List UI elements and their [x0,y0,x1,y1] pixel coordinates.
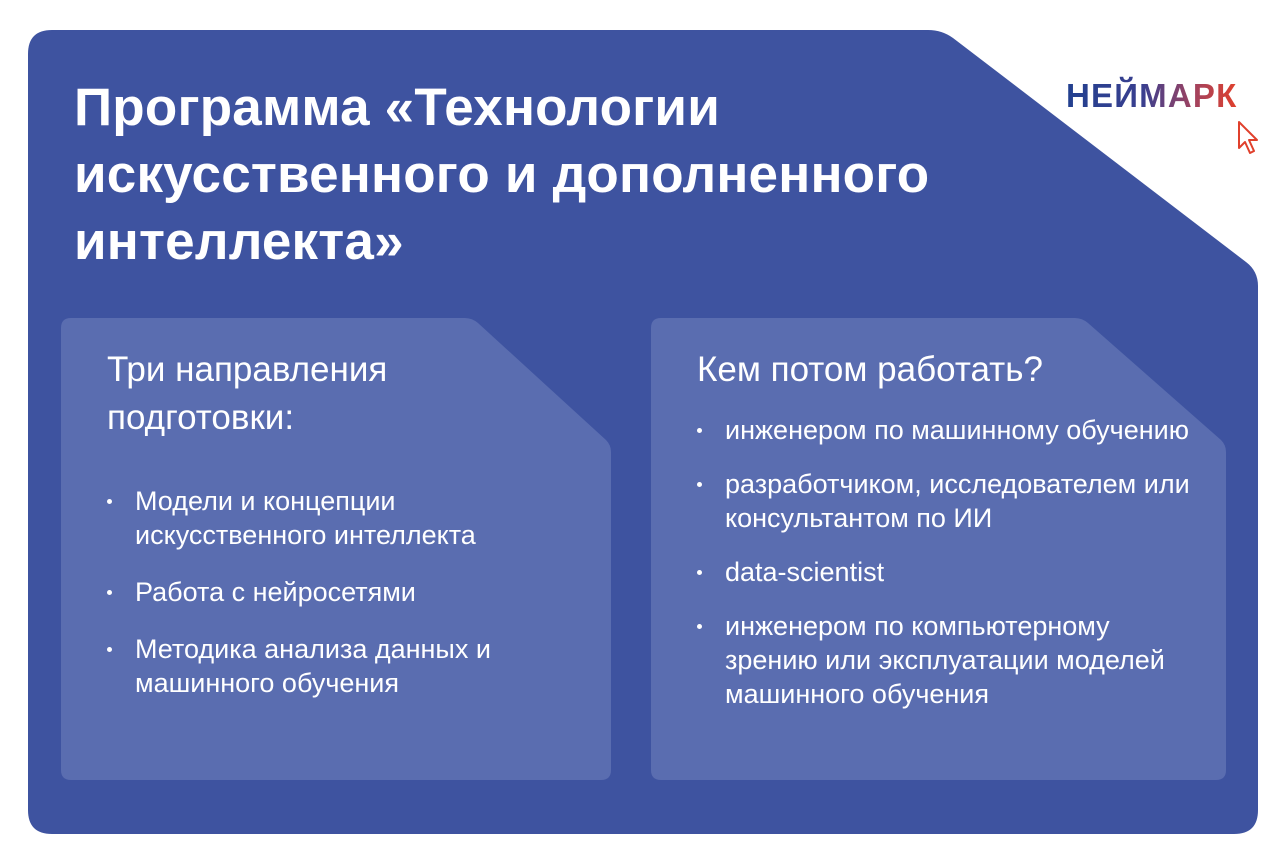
list-item-text: разработчиком, исследователем или консультантом по ИИ [725,469,1190,533]
directions-list [107,484,587,723]
bullet-icon [697,428,702,433]
logo-text: НЕЙМАРК [1066,77,1238,114]
list-item [697,609,1197,711]
list-item [107,575,587,609]
careers-list [697,413,1197,731]
list-item [697,467,1197,535]
program-card [28,30,1258,834]
careers-heading: Кем потом работать? [697,350,1043,389]
list-item-text: Модели и концепции искусственного интеллекта [135,486,476,550]
list-item-text: Методика анализа данных и машинного обучения [135,634,491,698]
bullet-icon [107,499,112,504]
list-item-text: инженером по машинному обучению [725,415,1189,445]
directions-heading: Три направления подготовки: [107,350,388,437]
bullet-icon [697,482,702,487]
list-item [697,555,1197,589]
bullet-icon [697,570,702,575]
bullet-icon [697,624,702,629]
list-item [107,632,587,700]
list-item [697,413,1197,447]
list-item-text: data-scientist [725,557,885,587]
careers-panel [651,318,1226,780]
cursor-arrow-icon [1236,120,1262,156]
bullet-icon [107,590,112,595]
page-title: Программа «Технологии искусственного и дополненного интеллекта» [74,78,930,271]
list-item [107,484,587,552]
directions-panel [61,318,611,780]
list-item-text: инженером по компьютерному зрению или эксплуатации моделей машинного обучения [725,611,1165,709]
list-item-text: Работа с нейросетями [135,577,416,607]
bullet-icon [107,647,112,652]
logo [1066,76,1256,156]
